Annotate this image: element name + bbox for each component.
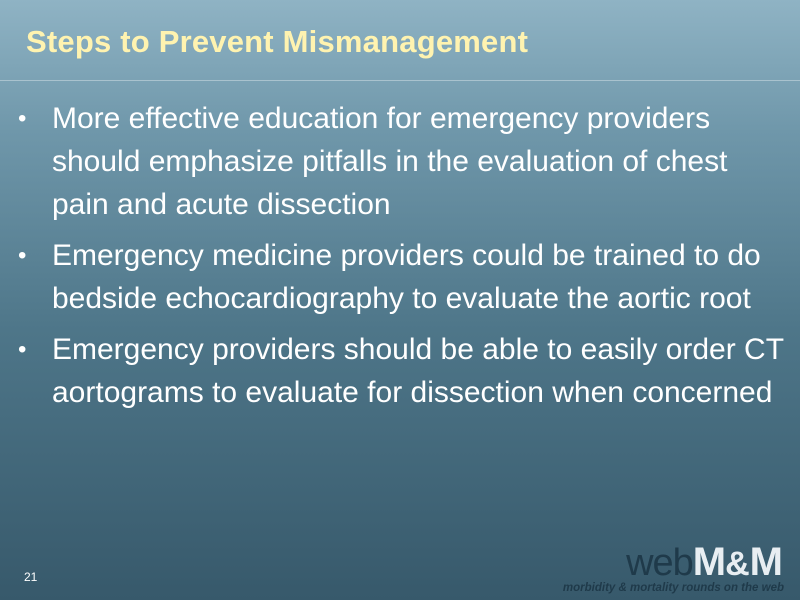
bullet-text: More effective education for emergency providers should emphasize pitfalls in the evaluation of chest pain and acute dissection [52,102,728,221]
bullet-dot-icon: • [18,336,27,363]
logo-m-text: M [692,540,726,584]
bullet-item [18,97,788,226]
title-divider [0,80,800,81]
bullet-text: Emergency providers should be able to easily order CT aortograms to evaluate for dissection when concerned [52,333,784,409]
logo-tagline: morbidity & mortality rounds on the web [562,582,784,594]
bullet-item [18,328,788,414]
logo-ampersand: & [725,545,750,583]
bullet-dot-icon: • [18,242,27,269]
logo-web-text: web [626,542,693,584]
bullet-list [18,97,788,422]
bullet-dot-icon: • [18,105,27,132]
webmm-logo [486,540,786,598]
page-number: 21 [24,570,38,584]
bullet-item [18,234,788,320]
bullet-text: Emergency medicine providers could be trained to do bedside echocardiography to evaluate the aortic root [52,239,761,315]
logo-m-text: M [749,540,782,584]
slide-title: Steps to Prevent Mismanagement [26,24,529,59]
